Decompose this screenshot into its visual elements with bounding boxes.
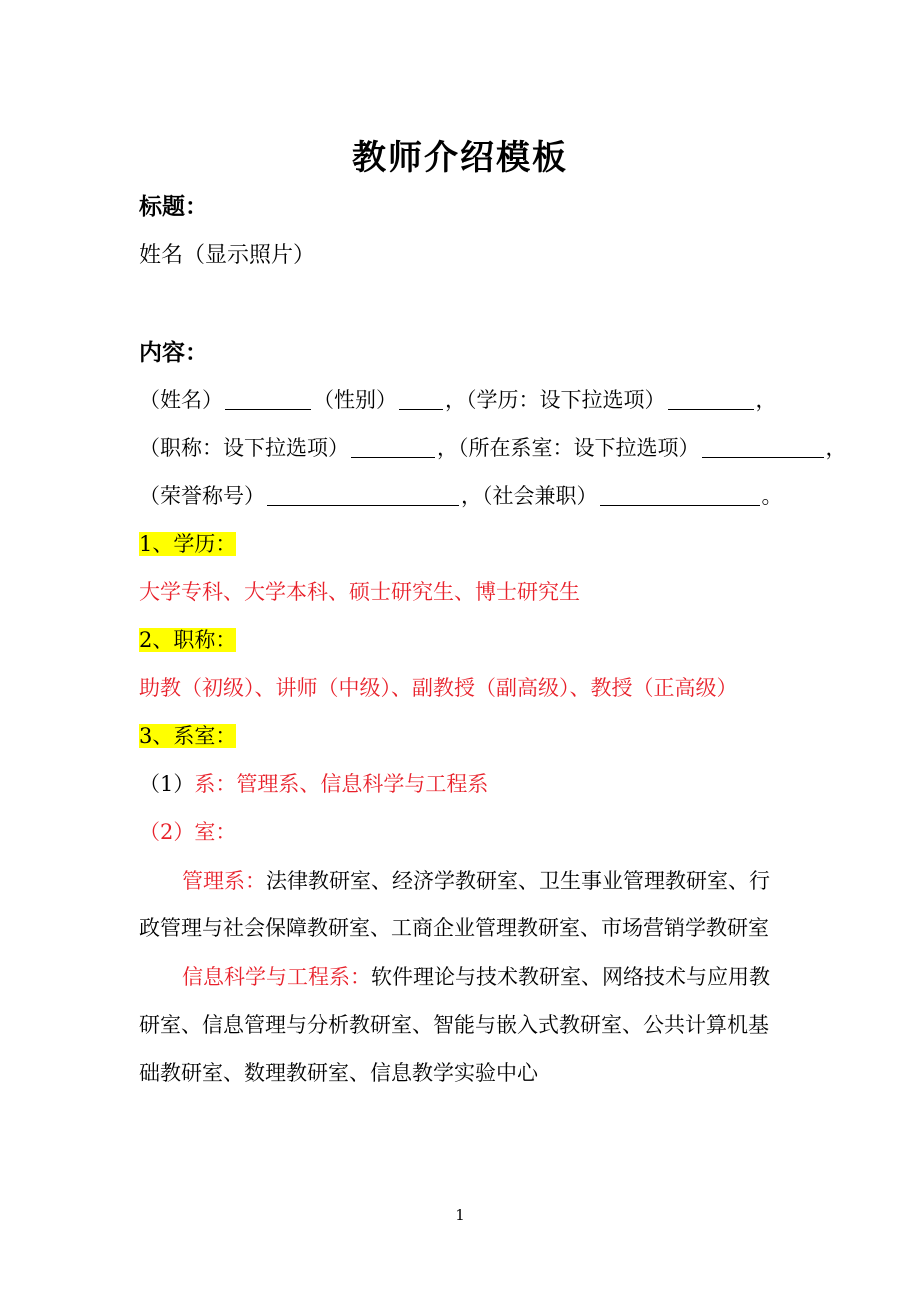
label-department: （所在系室：设下拉选项） [458, 436, 700, 460]
separator: ， [825, 436, 847, 460]
sub1-text: 系：管理系、信息科学与工程系 [194, 772, 489, 796]
separator: 。 [761, 484, 783, 508]
education-options: 大学专科、大学本科、硕士研究生、博士研究生 [139, 580, 580, 604]
info-label: 信息科学与工程系： [182, 965, 371, 989]
title-options: 助教（初级）、讲师（中级）、副教授（副高级）、教授（正高级） [139, 676, 738, 700]
label-education: （学历：设下拉选项） [466, 388, 666, 412]
form-row-1 [139, 385, 777, 415]
section-department-label [139, 721, 236, 751]
mgmt-label: 管理系： [182, 869, 266, 893]
separator: ， [755, 388, 777, 412]
section-education-label [139, 529, 236, 559]
mgmt-line-2: 政管理与社会保障教研室、工商企业管理教研室、市场营销学教研室 [139, 916, 769, 940]
education-blank[interactable] [668, 389, 754, 410]
info-line-2: 研室、信息管理与分析教研室、智能与嵌入式教研室、公共计算机基 [139, 1013, 769, 1037]
mgmt-line-1 [182, 866, 770, 896]
mgmt-text-1: 法律教研室、经济学教研室、卫生事业管理教研室、行 [266, 869, 770, 893]
info-text-1: 软件理论与技术教研室、网络技术与应用教 [371, 965, 770, 989]
page-title: 教师介绍模板 [352, 138, 568, 178]
info-line-1 [182, 962, 770, 992]
separator: ， [461, 484, 482, 508]
honor-blank[interactable] [267, 485, 459, 506]
gender-blank[interactable] [399, 389, 443, 410]
section-title-label [139, 625, 236, 655]
heading-title: 标题： [139, 193, 208, 220]
label-honor: （荣誉称号） [139, 484, 265, 508]
department-blank[interactable] [702, 437, 824, 458]
page-number: 1 [455, 1206, 465, 1224]
label-social: （社会兼职） [482, 484, 598, 508]
separator: ， [437, 436, 458, 460]
label-name: （姓名） [139, 388, 223, 412]
name-photo-text: 姓名（显示照片） [139, 243, 316, 268]
sub1-prefix: （1） [139, 772, 195, 796]
department-label: 3、系室： [139, 724, 237, 748]
department-sub1 [139, 769, 488, 799]
title-blank[interactable] [351, 437, 435, 458]
form-row-3 [139, 481, 783, 511]
name-blank[interactable] [225, 389, 311, 410]
department-sub2: （2）室： [139, 820, 237, 844]
label-title: （职称：设下拉选项） [139, 436, 349, 460]
title-label: 2、职称： [139, 628, 237, 652]
heading-content: 内容： [139, 339, 208, 366]
info-line-3: 础教研室、数理教研室、信息教学实验中心 [139, 1061, 538, 1085]
education-label: 1、学历： [139, 532, 237, 556]
label-gender: （性别） [313, 388, 397, 412]
social-blank[interactable] [600, 485, 760, 506]
separator: ， [445, 388, 466, 412]
form-row-2 [139, 433, 847, 463]
